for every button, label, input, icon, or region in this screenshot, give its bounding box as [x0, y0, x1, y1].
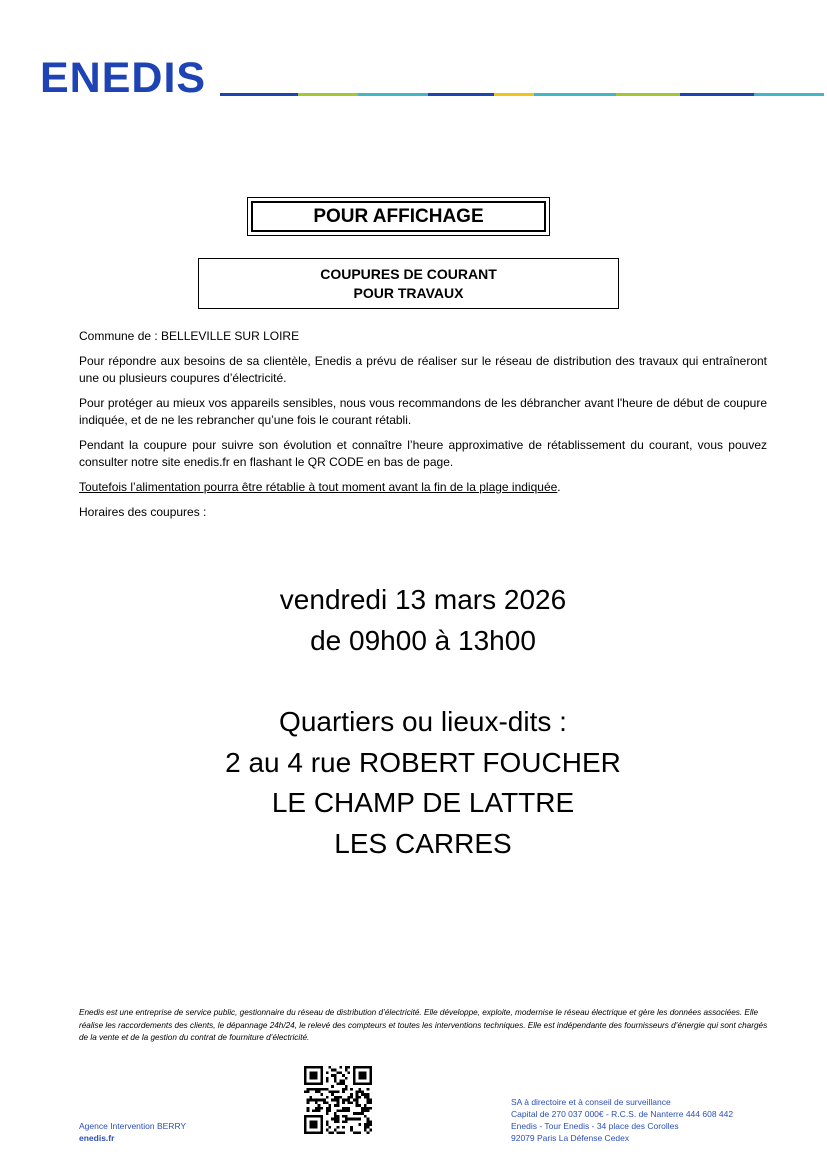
display-notice-label: POUR AFFICHAGE	[251, 201, 546, 232]
header-line-segment	[298, 93, 358, 96]
header-line-segment	[616, 93, 680, 96]
header-color-line	[220, 93, 824, 96]
site-link[interactable]: enedis.fr	[79, 1133, 115, 1143]
company-line: SA à directoire et à conseil de surveillance	[511, 1097, 671, 1107]
header-line-segment	[680, 93, 754, 96]
schedule-label: Horaires des coupures :	[79, 505, 207, 519]
outage-time: de 09h00 à 13h00	[310, 625, 536, 656]
company-line: 92079 Paris La Défense Cedex	[511, 1133, 630, 1143]
warning-line	[79, 479, 767, 496]
company-line: Enedis - Tour Enedis - 34 place des Corolles	[511, 1121, 679, 1131]
header-line-segment	[358, 93, 428, 96]
notice-title-line2: POUR TRAVAUX	[353, 284, 464, 301]
company-line: Capital de 270 037 000€ - R.C.S. de Nanterre 444 608 442	[511, 1109, 734, 1119]
agency-info	[79, 1120, 186, 1144]
paragraph-1: Pour répondre aux besoins de sa clientèle, Enedis a prévu de réaliser sur le réseau de distribution des travaux qui entraîneront une ou plusieurs coupures d’électricité.	[79, 354, 767, 385]
locations-label: Quartiers ou lieux-dits :	[279, 706, 567, 737]
header-line-segment	[428, 93, 494, 96]
notice-title-line1: COUPURES DE COURANT	[320, 265, 497, 282]
legal-disclaimer: Enedis est une entreprise de service public, gestionnaire du réseau de distribution d’électricité. Elle développe, exploite, modernise le réseau électrique et gère les données associées. Elle réalise les raccordements des clients, le dépannage 24h/24, le relevé des compteurs et toutes les interventions techniques. Elle est indépendante des fournisseurs d’énergie qui sont chargés de la vente et de la gestion du contrat de fourniture d’électricité.	[79, 1008, 768, 1042]
company-info	[511, 1096, 733, 1144]
warning-underlined: Toutefois l’alimentation pourra être rétablie à tout moment avant la fin de la plage indiquée	[79, 480, 558, 494]
agency-name: Agence Intervention BERRY	[79, 1121, 187, 1131]
location-item: LES CARRES	[334, 828, 512, 859]
paragraph-3: Pendant la coupure pour suivre son évolution et connaître l’heure approximative de rétablissement du courant, vous pouvez consulter notre site enedis.fr en flashant le QR CODE en bas de page.	[79, 438, 767, 469]
notice-body	[79, 328, 767, 529]
notice-title-box	[198, 258, 619, 309]
commune-line: Commune de : BELLEVILLE SUR LOIRE	[79, 329, 300, 343]
display-notice-box	[247, 197, 550, 236]
qr-code-icon[interactable]	[304, 1066, 372, 1134]
header-line-segment	[534, 93, 616, 96]
header-line-segment	[754, 93, 824, 96]
location-item: LE CHAMP DE LATTRE	[271, 787, 575, 818]
paragraph-2: Pour protéger au mieux vos appareils sensibles, nous vous recommandons de les débrancher avant l'heure de début de coupure indiquée, et de ne les rebrancher qu’une fois le courant rétabli.	[79, 396, 767, 427]
warning-suffix: .	[557, 480, 561, 494]
enedis-logo	[40, 56, 216, 100]
logo-text: ENEDIS	[40, 56, 207, 100]
header-line-segment	[494, 93, 534, 96]
header-line-segment	[220, 93, 298, 96]
location-item: 2 au 4 rue ROBERT FOUCHER	[225, 747, 621, 778]
outage-date: vendredi 13 mars 2026	[279, 584, 567, 615]
